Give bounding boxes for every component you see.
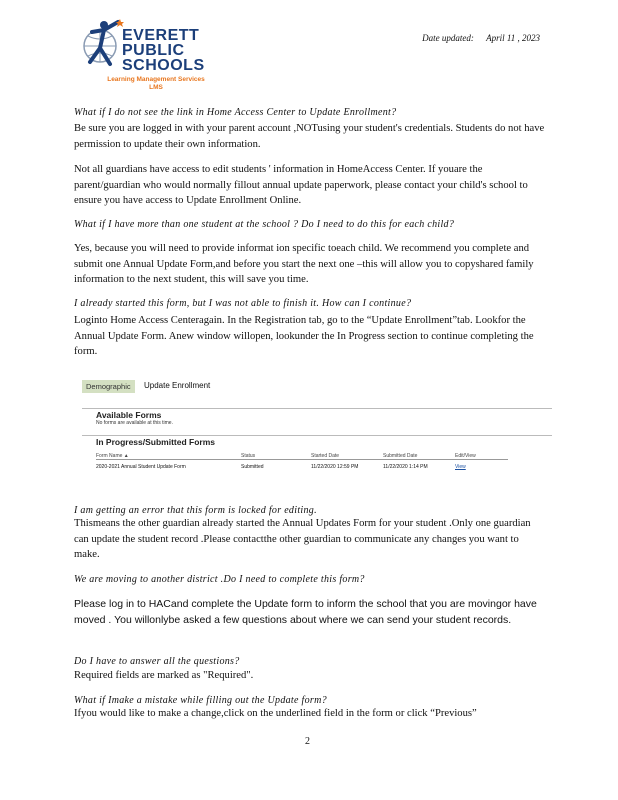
column-header[interactable]: Edit/View (455, 453, 476, 459)
date-updated (422, 33, 540, 43)
faq-question: What if I do not see the link in Home Access Center to Update Enrollment? (74, 107, 397, 118)
logo-subtitle: Learning Management Services (107, 76, 205, 83)
progress-forms-title: In Progress/Submitted Forms (96, 437, 216, 447)
faq-question: What if Imake a mistake while filling out the Update form? (74, 695, 327, 706)
view-link[interactable]: View (455, 464, 466, 470)
column-header[interactable]: Form Name ▲ (96, 453, 129, 459)
column-header[interactable]: Submitted Date (383, 453, 418, 459)
table-row (96, 460, 508, 470)
faq-answer: Please log in to HACand complete the Update form to inform the school that you are movingor have moved . You willonlybe asked a few questions about where we can send your student records. (74, 598, 537, 626)
column-header[interactable]: Status (241, 453, 256, 459)
faq-answer: Ifyou would like to make a change,click on the underlined field in the form or click “Previous” (74, 708, 477, 719)
available-forms-title: Available Forms (96, 410, 162, 420)
faq-answer: Loginto Home Access Centeragain. In the Registration tab, go to the “Update Enrollment”tab. Lookfor the Annual Update Form. Anew window willopen, lookunder the In Progress section to continue completing the form. (74, 315, 534, 357)
available-forms-empty: No forms are available at this time. (96, 420, 173, 426)
logo-line-2: PUBLIC (122, 42, 185, 59)
faq-question: We are moving to another district .Do I need to complete this form? (74, 574, 365, 585)
logo-line-1: EVERETT (122, 27, 200, 44)
faq-question: What if I have more than one student at the school ? Do I need to do this for each child? (74, 219, 455, 230)
tab-demographic[interactable]: Demographic (82, 380, 135, 393)
faq-answer: Required fields are marked as "Required". (74, 670, 254, 681)
faq-question: I already started this form, but I was not able to finish it. How can I continue? (74, 298, 412, 309)
submitted-date-cell: 11/22/2020 1:14 PM (383, 464, 428, 470)
progress-forms-panel (82, 435, 552, 447)
faq-question: Do I have to answer all the questions? (74, 656, 240, 667)
available-forms-panel (82, 408, 552, 420)
column-header[interactable]: Started Date (311, 453, 340, 459)
faq-answer: Thismeans the other guardian already started the Annual Updates Form for your student .Only one guardian can update the student record .Please contactthe other guardian to communicate any changes you want to make. (74, 518, 531, 560)
started-date-cell: 11/22/2020 12:59 PM (311, 464, 359, 470)
faq-answer: Be sure you are logged in with your parent account ,NOTusing your student's credentials. Students do not have permission to update their own information. (74, 123, 545, 150)
logo-abbrev: LMS (149, 84, 163, 91)
district-logo (78, 18, 238, 98)
forms-table (96, 453, 508, 470)
globe-figure-icon (78, 18, 128, 78)
date-label: Date updated: (422, 33, 474, 43)
faq-answer: Not all guardians have access to edit students ' information in HomeAccess Center. If youare the parent/guardian who would normally fillout annual update paperwork, please contact your child's school to ensure you have access to Update Enrollment Online. (74, 164, 528, 206)
faq-question: I am getting an error that this form is locked for editing. (74, 505, 317, 516)
status-cell: Submitted (241, 464, 264, 470)
date-value: April 11 , 2023 (486, 33, 540, 43)
page-number: 2 (305, 736, 310, 747)
hac-screenshot (80, 378, 554, 478)
tab-update-enrollment[interactable]: Update Enrollment (144, 381, 211, 390)
faq-answer: Yes, because you will need to provide informat ion specific toeach child. We recommend you complete and submit one Annual Update Form,and before you start the next one –this will allow you to copyshared family information to the next student, this will save you time. (74, 243, 534, 285)
logo-line-3: SCHOOLS (122, 57, 205, 74)
form-name-cell: 2020-2021 Annual Student Update Form (96, 464, 186, 470)
table-header (96, 453, 508, 460)
